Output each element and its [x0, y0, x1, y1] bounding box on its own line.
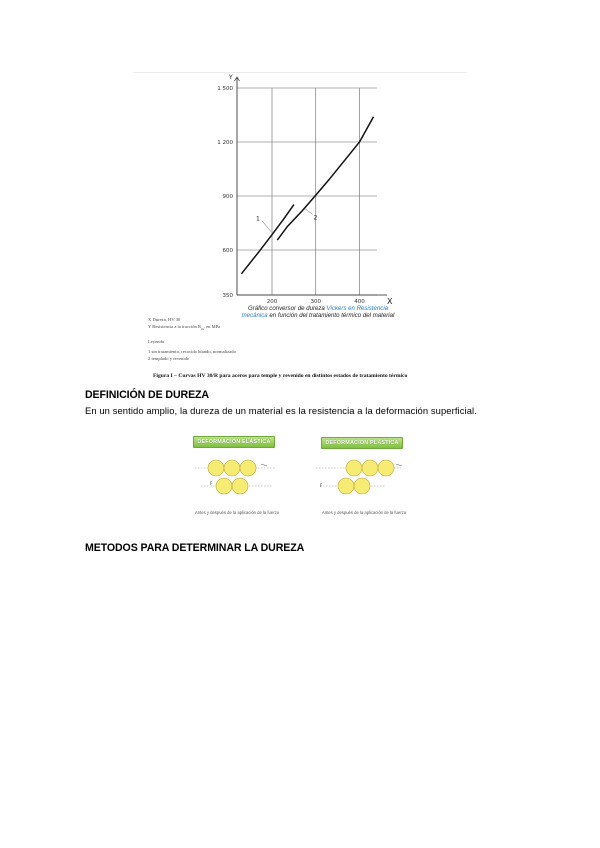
atom [354, 478, 370, 494]
figure-caption: Figura I – Curvas HV 30/R para aceros para temple y revenido en distintos estados de tratamiento térmico [153, 373, 408, 379]
elastic-deformation-label: DEFORMACIÓN ELÁSTICA [193, 436, 275, 448]
y-tick-label: 350 [222, 293, 233, 299]
legend-title: Leyenda [148, 338, 164, 344]
atom [362, 460, 378, 476]
legend-y-tail: , en MPa [203, 324, 221, 329]
x-axis-label: X [387, 297, 393, 306]
series-2-label: 2 [313, 214, 318, 222]
series-1-leader [262, 221, 271, 232]
legend-item-1: 1 sin tratamiento, recocido blando, normalizado [148, 348, 236, 354]
atom [208, 460, 224, 476]
legend-y: Y Resistencia a la tracción R [148, 324, 202, 329]
plastic-diagram [316, 458, 411, 506]
x-tick-label: 400 [354, 299, 365, 305]
chart-legend [148, 316, 288, 362]
atom [378, 460, 394, 476]
force-label: F [210, 481, 213, 486]
atom [216, 478, 232, 494]
series-line-2 [277, 117, 373, 240]
plastic-deformation-label: DEFORMACIÓN PLÁSTICA [321, 437, 403, 449]
plastic-atoms [316, 460, 402, 494]
x-tick-label: 200 [266, 299, 278, 305]
x-tick-label: 300 [310, 299, 321, 305]
legend-item-2: 2 templado y revenido [148, 355, 190, 361]
y-tick-label: 1 500 [217, 86, 233, 92]
elastic-atoms [195, 460, 275, 494]
series-1-label: 1 [256, 215, 260, 223]
force-arrow-icon [261, 464, 267, 466]
atom [346, 460, 362, 476]
elastic-diagram [195, 458, 285, 506]
hardness-chart [215, 72, 400, 306]
section-heading-methods: METODOS PARA DETERMINAR LA DUREZA [85, 542, 305, 554]
chart-caption-text-2: en función del tratamiento térmico del material [267, 312, 395, 319]
force-arrow-icon [396, 464, 402, 466]
chart-caption-text: Gráfico conversor de dureza [247, 305, 327, 312]
series-2-leader [305, 208, 313, 214]
atom [240, 460, 256, 476]
plastic-caption: Antes y después de la aplicación de la fuerza [322, 510, 407, 515]
elastic-caption: Antes y después de la aplicación de la fuerza [195, 510, 280, 515]
y-axis-label: Y [229, 74, 233, 81]
legend-y-row: Y Resistencia a la tracción $R_m$, en MPa [148, 324, 221, 331]
y-tick-label: 900 [222, 194, 233, 200]
atom [232, 478, 248, 494]
atom [338, 478, 354, 494]
y-tick-label: 1 200 [217, 140, 233, 146]
series-line-1 [241, 205, 294, 274]
definition-paragraph: En un sentido amplio, la dureza de un material es la resistencia a la deformación superficial. [85, 405, 477, 416]
y-tick-label: 600 [222, 248, 233, 254]
chart-caption-highlight: Vickers en Resistencia [326, 305, 389, 312]
force-label: F [320, 483, 323, 488]
chart-caption-highlight-2: mecánica [241, 312, 268, 319]
section-heading-definition: DEFINICIÓN DE DUREZA [85, 389, 209, 401]
atom [224, 460, 240, 476]
legend-x: X Dureza, HV 30 [148, 317, 181, 322]
